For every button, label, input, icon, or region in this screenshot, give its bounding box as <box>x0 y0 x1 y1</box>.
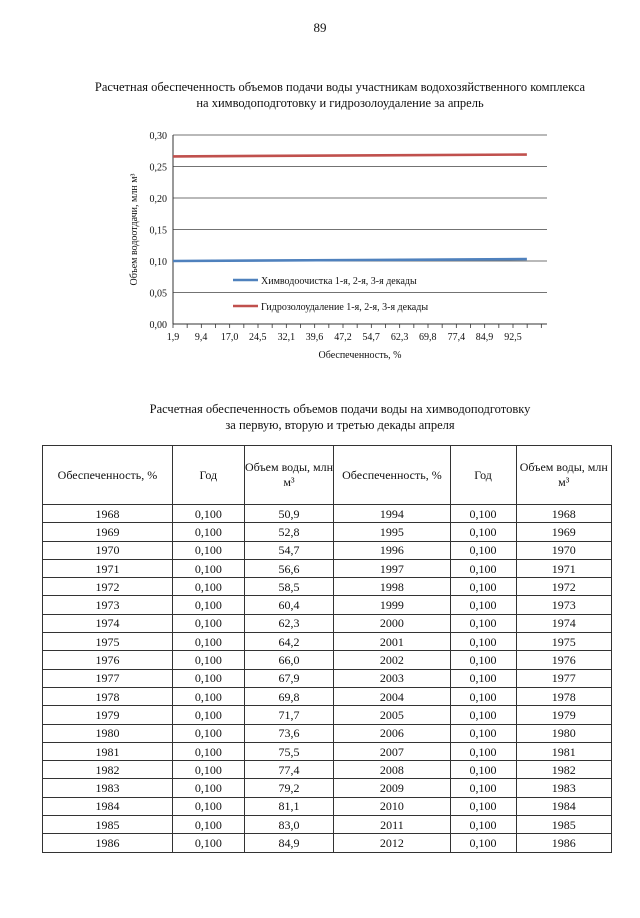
x-tick-label: 92,5 <box>504 332 522 343</box>
table-cell: 58,5 <box>244 578 334 596</box>
x-tick-label: 84,9 <box>475 332 494 343</box>
table-cell: 1986 <box>516 834 611 852</box>
table-row <box>43 614 612 632</box>
table-cell: 1994 <box>334 505 450 523</box>
table-cell: 1980 <box>516 724 611 742</box>
x-tick-label: 39,6 <box>305 332 324 343</box>
table-cell: 0,100 <box>172 724 244 742</box>
table-cell: 84,9 <box>244 834 334 852</box>
y-tick-label: 0,25 <box>149 162 167 174</box>
header-year-1-text: Год <box>199 467 218 482</box>
table-row <box>43 633 612 651</box>
table-cell: 1968 <box>43 505 173 523</box>
table-cell: 1971 <box>43 559 173 577</box>
header-probability-2-text: Обеспеченность, % <box>342 467 442 482</box>
table-cell: 1982 <box>516 761 611 779</box>
table-cell: 83,0 <box>244 816 334 834</box>
table-cell: 0,100 <box>172 669 244 687</box>
table-cell: 54,7 <box>244 541 334 559</box>
table-cell: 2011 <box>334 816 450 834</box>
table-cell: 1969 <box>43 523 173 541</box>
table-cell: 0,100 <box>172 761 244 779</box>
table-cell: 1996 <box>334 541 450 559</box>
table-cell: 0,100 <box>450 505 516 523</box>
y-tick-label: 0,00 <box>149 320 167 331</box>
table-cell: 2009 <box>334 779 450 797</box>
table-cell: 1982 <box>43 761 173 779</box>
table-cell: 1984 <box>43 797 173 815</box>
x-tick-label: 1,9 <box>166 332 180 343</box>
table-cell: 1981 <box>516 742 611 760</box>
table-cell: 0,100 <box>450 834 516 852</box>
table-cell: 0,100 <box>172 633 244 651</box>
table-cell: 1974 <box>516 614 611 632</box>
table-cell: 0,100 <box>172 505 244 523</box>
table-cell: 1979 <box>43 706 173 724</box>
table-cell: 2001 <box>334 633 450 651</box>
table-cell: 1978 <box>43 687 173 705</box>
table-cell: 2010 <box>334 797 450 815</box>
table-row <box>43 761 612 779</box>
table-row <box>43 724 612 742</box>
table-cell: 0,100 <box>172 797 244 815</box>
table-cell: 1983 <box>516 779 611 797</box>
table-title <box>70 401 610 433</box>
table-cell: 0,100 <box>450 651 516 669</box>
supply-table <box>42 445 612 853</box>
table-cell: 0,100 <box>450 523 516 541</box>
y-tick-label: 0,15 <box>149 225 167 237</box>
table-cell: 0,100 <box>172 523 244 541</box>
table-cell: 0,100 <box>172 596 244 614</box>
table-cell: 0,100 <box>450 596 516 614</box>
header-volume-1 <box>244 446 334 505</box>
table-cell: 1968 <box>516 505 611 523</box>
x-tick-label: 32,1 <box>277 332 296 343</box>
table-cell: 0,100 <box>172 559 244 577</box>
table-cell: 1971 <box>516 559 611 577</box>
chart-title-line-2: на химводоподготовку и гидрозолоудаление за апрель <box>196 96 484 110</box>
table-row <box>43 505 612 523</box>
table-row <box>43 596 612 614</box>
x-tick-label: 47,2 <box>334 332 352 343</box>
table-cell: 1970 <box>43 541 173 559</box>
table-cell: 2000 <box>334 614 450 632</box>
table-cell: 1974 <box>43 614 173 632</box>
table-title-line-2: за первую, вторую и третью декады апреля <box>225 418 455 432</box>
header-probability-1-text: Обеспеченность, % <box>57 467 158 482</box>
table-cell: 1999 <box>334 596 450 614</box>
table-cell: 77,4 <box>244 761 334 779</box>
table-row <box>43 559 612 577</box>
table-cell: 2006 <box>334 724 450 742</box>
table-row <box>43 669 612 687</box>
table-cell: 67,9 <box>244 669 334 687</box>
table-cell: 1976 <box>516 651 611 669</box>
table-cell: 1985 <box>516 816 611 834</box>
table-cell: 56,6 <box>244 559 334 577</box>
y-tick-label: 0,10 <box>149 257 167 268</box>
page-number: 89 <box>313 20 327 35</box>
table-cell: 73,6 <box>244 724 334 742</box>
chart-title <box>70 79 610 111</box>
y-axis-title: Объем водоотдачи, млн м³ <box>129 173 140 286</box>
table-row <box>43 797 612 815</box>
table-title-line-1: Расчетная обеспеченность объемов подачи воды на химводоподготовку <box>149 402 531 416</box>
table-cell: 2002 <box>334 651 450 669</box>
table-cell: 1984 <box>516 797 611 815</box>
table-cell: 69,8 <box>244 687 334 705</box>
header-year-1 <box>172 446 244 505</box>
table-cell: 1973 <box>43 596 173 614</box>
table-cell: 0,100 <box>172 541 244 559</box>
x-tick-label: 62,3 <box>390 332 409 343</box>
header-probability-1 <box>43 446 173 505</box>
table-cell: 2005 <box>334 706 450 724</box>
table-cell: 64,2 <box>244 633 334 651</box>
table-cell: 0,100 <box>450 724 516 742</box>
table-row <box>43 651 612 669</box>
table-cell: 62,3 <box>244 614 334 632</box>
table-cell: 1986 <box>43 834 173 852</box>
table-cell: 1983 <box>43 779 173 797</box>
table-header-row <box>43 446 612 505</box>
table-cell: 1969 <box>516 523 611 541</box>
table-cell: 1975 <box>43 633 173 651</box>
table-cell: 1977 <box>516 669 611 687</box>
table-cell: 0,100 <box>450 706 516 724</box>
table-cell: 0,100 <box>172 779 244 797</box>
header-volume-2-text: Объем воды, млн м³ <box>519 460 608 489</box>
table-row <box>43 687 612 705</box>
table-cell: 1970 <box>516 541 611 559</box>
legend-label: Химводоочистка 1-я, 2-я, 3-я декады <box>261 276 417 287</box>
table-cell: 1981 <box>43 742 173 760</box>
table-cell: 71,7 <box>244 706 334 724</box>
chart-title-line-1: Расчетная обеспеченность объемов подачи воды участникам водохозяйственного комплекса <box>94 80 586 94</box>
table-cell: 1979 <box>516 706 611 724</box>
table-row <box>43 779 612 797</box>
header-probability-2 <box>334 446 450 505</box>
table-cell: 0,100 <box>172 742 244 760</box>
table-cell: 1985 <box>43 816 173 834</box>
table-cell: 1973 <box>516 596 611 614</box>
table-cell: 0,100 <box>450 541 516 559</box>
table-cell: 2008 <box>334 761 450 779</box>
table-row <box>43 541 612 559</box>
table-cell: 1976 <box>43 651 173 669</box>
y-tick-label: 0,30 <box>149 131 167 142</box>
table-cell: 2007 <box>334 742 450 760</box>
table-cell: 0,100 <box>450 633 516 651</box>
x-tick-label: 69,8 <box>419 332 437 343</box>
table-cell: 0,100 <box>172 816 244 834</box>
x-tick-label: 54,7 <box>362 332 380 343</box>
x-axis-title: Обеспеченность, % <box>318 350 402 361</box>
series-line <box>173 155 527 157</box>
table-cell: 1995 <box>334 523 450 541</box>
table-cell: 1980 <box>43 724 173 742</box>
header-volume-1-text: Объем воды, млн м³ <box>245 460 334 489</box>
x-tick-label: 17,0 <box>220 332 239 343</box>
table-cell: 52,8 <box>244 523 334 541</box>
table-row <box>43 578 612 596</box>
table-cell: 0,100 <box>450 797 516 815</box>
x-tick-label: 24,5 <box>249 332 267 343</box>
table-cell: 0,100 <box>172 834 244 852</box>
x-tick-label: 9,4 <box>194 332 208 343</box>
table-cell: 50,9 <box>244 505 334 523</box>
table-cell: 0,100 <box>450 669 516 687</box>
table-cell: 1972 <box>43 578 173 596</box>
y-tick-label: 0,05 <box>149 288 167 300</box>
table-cell: 0,100 <box>450 816 516 834</box>
table-cell: 0,100 <box>450 761 516 779</box>
x-tick-label: 77,4 <box>447 332 466 343</box>
table-cell: 0,100 <box>450 779 516 797</box>
table-body <box>43 505 612 853</box>
table-cell: 79,2 <box>244 779 334 797</box>
table-cell: 1977 <box>43 669 173 687</box>
table-cell: 60,4 <box>244 596 334 614</box>
table-cell: 1978 <box>516 687 611 705</box>
header-year-2-text: Год <box>474 467 492 482</box>
table-row <box>43 742 612 760</box>
table-cell: 75,5 <box>244 742 334 760</box>
y-tick-label: 0,20 <box>149 194 167 205</box>
table-cell: 0,100 <box>172 706 244 724</box>
table-cell: 0,100 <box>450 614 516 632</box>
table-cell: 66,0 <box>244 651 334 669</box>
table-cell: 2004 <box>334 687 450 705</box>
table-cell: 0,100 <box>450 687 516 705</box>
table-cell: 1998 <box>334 578 450 596</box>
table-row <box>43 523 612 541</box>
table-cell: 0,100 <box>450 559 516 577</box>
table-cell: 1975 <box>516 633 611 651</box>
line-chart <box>115 125 585 365</box>
table-row <box>43 834 612 852</box>
table-row <box>43 706 612 724</box>
legend-label: Гидрозолоудаление 1-я, 2-я, 3-я декады <box>261 302 429 313</box>
table-cell: 2012 <box>334 834 450 852</box>
table-cell: 0,100 <box>172 687 244 705</box>
table-cell: 1997 <box>334 559 450 577</box>
table-cell: 81,1 <box>244 797 334 815</box>
table-cell: 2003 <box>334 669 450 687</box>
table-cell: 1972 <box>516 578 611 596</box>
table-cell: 0,100 <box>172 614 244 632</box>
table-cell: 0,100 <box>450 578 516 596</box>
table-cell: 0,100 <box>172 651 244 669</box>
table-cell: 0,100 <box>450 742 516 760</box>
header-volume-2 <box>516 446 611 505</box>
table-row <box>43 816 612 834</box>
header-year-2 <box>450 446 516 505</box>
table-cell: 0,100 <box>172 578 244 596</box>
